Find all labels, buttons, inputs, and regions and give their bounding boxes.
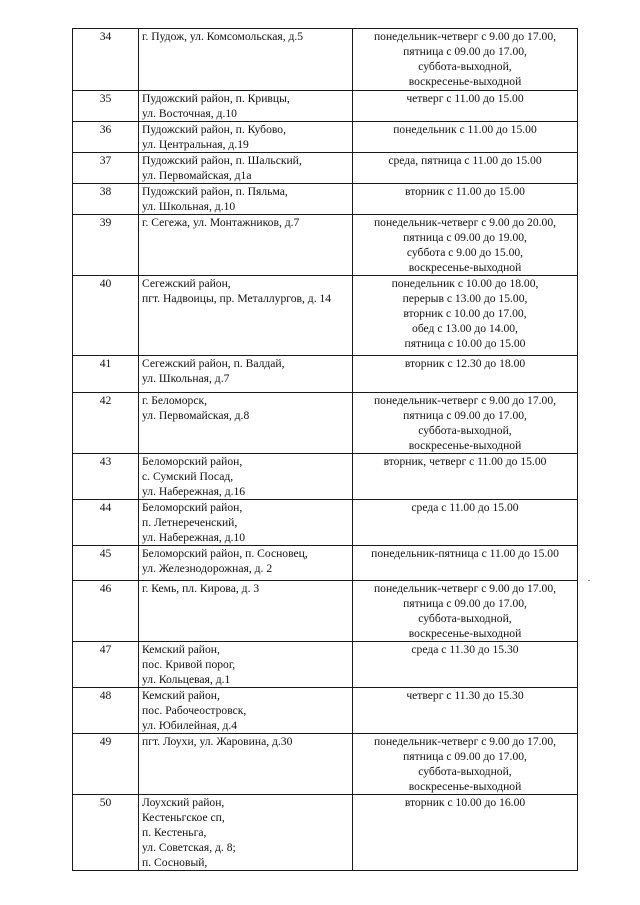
address-line: Пудожский район, п. Шальский, [142, 154, 302, 167]
table-row [73, 184, 578, 215]
table-row [73, 546, 578, 581]
hours-cell [353, 122, 578, 153]
row-number: 42 [73, 393, 139, 454]
address-line: Беломорский район, [142, 501, 243, 514]
address-cell [139, 688, 353, 734]
hours-line: пятница с 09.00 до 19.00, [403, 231, 527, 244]
row-number: 50 [73, 795, 139, 871]
table-row [73, 393, 578, 454]
address-line: ул. Набережная, д.16 [142, 485, 246, 498]
hours-line: вторник с 12.30 до 18.00 [404, 357, 526, 370]
address-cell [139, 29, 353, 91]
hours-line: понедельник-четверг с 9.00 до 17.00, [373, 582, 557, 595]
hours-line: четверг с 11.00 до 15.00 [406, 92, 524, 105]
hours-line: среда с 11.30 до 15.30 [411, 643, 519, 656]
address-line: ул. Первомайская, д.8 [142, 409, 250, 422]
row-number: 45 [73, 546, 139, 581]
hours-cell [353, 795, 578, 871]
hours-line: четверг с 11.30 до 15.30 [406, 689, 524, 702]
hours-line: вторник, четверг с 11.00 до 15.00 [383, 455, 547, 468]
table-row [73, 454, 578, 500]
hours-line: воскресенье-выходной [408, 261, 522, 274]
address-line: ул. Школьная, д.7 [142, 372, 230, 385]
table-row [73, 688, 578, 734]
address-cell [139, 215, 353, 276]
hours-line: суббота с 9.00 до 15.00, [406, 246, 524, 259]
hours-line: понедельник-четверг с 9.00 до 17.00, [373, 735, 557, 748]
address-cell [139, 153, 353, 184]
row-number: 37 [73, 153, 139, 184]
row-number: 39 [73, 215, 139, 276]
address-cell [139, 122, 353, 153]
table-row [73, 215, 578, 276]
address-line: г. Беломорск, [142, 394, 208, 407]
address-cell [139, 393, 353, 454]
row-number: 47 [73, 642, 139, 688]
address-line: ул. Кольцевая, д.1 [142, 673, 231, 686]
hours-cell [353, 454, 578, 500]
address-cell [139, 795, 353, 871]
address-line: Пудожский район, п. Кривцы, [142, 92, 290, 105]
schedule-table [72, 28, 578, 871]
hours-line: среда с 11.00 до 15.00 [411, 501, 519, 514]
row-number: 43 [73, 454, 139, 500]
address-cell [139, 642, 353, 688]
address-line: г. Пудож, ул. Комсомольская, д.5 [142, 30, 304, 43]
address-line: Кемский район, [142, 643, 220, 656]
hours-line: суббота-выходной, [418, 612, 512, 625]
address-cell [139, 184, 353, 215]
table-row [73, 153, 578, 184]
address-line: ул. Центральная, д.19 [142, 138, 249, 151]
hours-line: суббота-выходной, [418, 424, 512, 437]
address-line: Кемский район, [142, 689, 220, 702]
table-row [73, 276, 578, 356]
hours-line: вторник с 10.00 до 16.00 [404, 796, 526, 809]
hours-line: обед с 13.00 до 14.00, [412, 322, 518, 335]
hours-cell [353, 29, 578, 91]
hours-line: понедельник с 10.00 до 18.00, [391, 277, 539, 290]
address-cell [139, 546, 353, 581]
address-line: Пудожский район, п. Пяльма, [142, 185, 288, 198]
hours-cell [353, 276, 578, 356]
address-line: ул. Школьная, д.10 [142, 200, 236, 213]
address-line: пгт. Надвоицы, пр. Металлургов, д. 14 [142, 292, 332, 305]
address-line: Кестеньгское сп, [142, 811, 225, 824]
address-line: с. Сумский Посад, [142, 470, 234, 483]
hours-line: пятница с 09.00 до 17.00, [403, 45, 527, 58]
hours-line: понедельник-пятница с 11.00 до 15.00 [371, 547, 559, 560]
hours-line: воскресенье-выходной [408, 439, 522, 452]
hours-cell [353, 642, 578, 688]
hours-line: вторник с 10.00 до 17.00, [403, 307, 527, 320]
address-cell [139, 356, 353, 393]
address-line: ул. Восточная, д.10 [142, 107, 237, 120]
hours-cell [353, 184, 578, 215]
table-row [73, 91, 578, 122]
table-row [73, 356, 578, 393]
table-row [73, 734, 578, 795]
table-row [73, 581, 578, 642]
address-cell [139, 500, 353, 546]
hours-cell [353, 356, 578, 393]
hours-line: суббота-выходной, [418, 60, 512, 73]
hours-cell [353, 91, 578, 122]
table-row [73, 29, 578, 91]
row-number: 44 [73, 500, 139, 546]
address-line: п. Кестеньга, [142, 826, 207, 839]
hours-cell [353, 215, 578, 276]
hours-line: пятница с 09.00 до 17.00, [403, 750, 527, 763]
address-line: Пудожский район, п. Кубово, [142, 123, 286, 136]
hours-cell [353, 581, 578, 642]
row-number: 41 [73, 356, 139, 393]
row-number: 48 [73, 688, 139, 734]
hours-line: пятница с 09.00 до 17.00, [403, 597, 527, 610]
hours-cell [353, 153, 578, 184]
hours-line: пятница с 09.00 до 17.00, [403, 409, 527, 422]
hours-cell [353, 500, 578, 546]
row-number: 38 [73, 184, 139, 215]
address-line: п. Летнереченский, [142, 516, 238, 529]
table-row [73, 122, 578, 153]
hours-cell [353, 546, 578, 581]
hours-line: пятница с 10.00 до 15.00 [404, 337, 526, 350]
table-row [73, 500, 578, 546]
row-number: 35 [73, 91, 139, 122]
row-number: 34 [73, 29, 139, 91]
table-row [73, 795, 578, 871]
address-line: ул. Юбилейная, д.4 [142, 719, 238, 732]
address-cell [139, 454, 353, 500]
address-cell [139, 581, 353, 642]
address-line: г. Сегежа, ул. Монтажников, д.7 [142, 216, 300, 229]
hours-line: понедельник с 11.00 до 15.00 [393, 123, 537, 136]
address-line: г. Кемь, пл. Кирова, д. 3 [142, 582, 260, 595]
hours-line: воскресенье-выходной [408, 780, 522, 793]
hours-line: воскресенье-выходной [408, 627, 522, 640]
hours-line: понедельник-четверг с 9.00 до 17.00, [373, 30, 557, 43]
address-cell [139, 734, 353, 795]
address-line: Сегежский район, [142, 277, 231, 290]
hours-cell [353, 688, 578, 734]
row-number: 49 [73, 734, 139, 795]
address-line: Беломорский район, [142, 455, 243, 468]
address-line: пос. Рабочеостровск, [142, 704, 247, 717]
address-cell [139, 91, 353, 122]
row-number: 46 [73, 581, 139, 642]
address-cell [139, 276, 353, 356]
address-line: ул. Набережная, д.10 [142, 531, 246, 544]
address-line: ул. Железнодорожная, д. 2 [142, 562, 273, 575]
hours-line: понедельник-четверг с 9.00 до 17.00, [373, 394, 557, 407]
hours-cell [353, 734, 578, 795]
hours-line: перерыв с 13.00 до 15.00, [402, 292, 528, 305]
row-number: 40 [73, 276, 139, 356]
hours-line: воскресенье-выходной [408, 75, 522, 88]
address-line: Сегежский район, п. Валдай, [142, 357, 285, 370]
hours-line: среда, пятница с 11.00 до 15.00 [388, 154, 542, 167]
address-line: Лоухский район, [142, 796, 225, 809]
address-line: п. Сосновый, [142, 856, 208, 869]
address-line: ул. Первомайская, д1а [142, 169, 252, 182]
address-line: ул. Советская, д. 8; [142, 841, 236, 854]
hours-line: понедельник-четверг с 9.00 до 20.00, [373, 216, 557, 229]
row-number: 36 [73, 122, 139, 153]
hours-cell [353, 393, 578, 454]
scan-speck [588, 580, 590, 581]
hours-line: вторник с 11.00 до 15.00 [405, 185, 525, 198]
table-row [73, 642, 578, 688]
schedule-table-body [73, 29, 578, 871]
address-line: пгт. Лоухи, ул. Жаровина, д.30 [142, 735, 293, 748]
hours-line: суббота-выходной, [418, 765, 512, 778]
address-line: пос. Кривой порог, [142, 658, 236, 671]
address-line: Беломорский район, п. Сосновец, [142, 547, 308, 560]
